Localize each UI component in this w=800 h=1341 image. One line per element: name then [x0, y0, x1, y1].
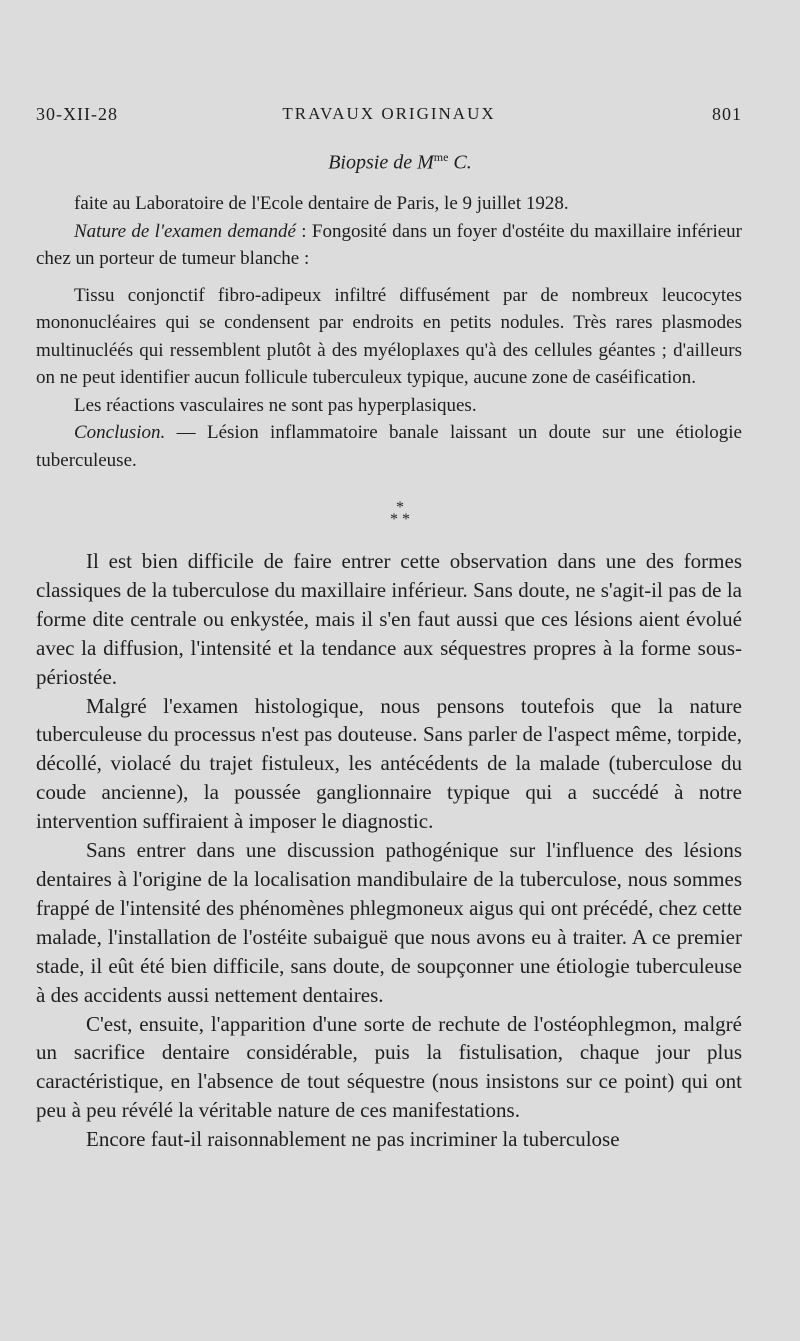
biopsy-reactions: Les réactions vasculaires ne sont pas hyperplasiques. — [74, 394, 477, 416]
nature-text: : Fongosité dans un foyer d'ostéite du maxillaire inférieur chez un porteur de tumeur blanche : — [36, 220, 742, 269]
page-number: 801 — [712, 104, 742, 124]
biopsy-tissue: Tissu conjonctif fibro-adipeux infiltré diffusément par de nombreux leucocytes mononucléaires qui se condensent par endroits en petits nodules. Très rares plasmodes multinucléés qui ressemblent plutôt à des myéloplaxes qu'à des cellules géantes ; d'ailleurs on ne peut identifier aucun follicule tuberculeux typique, aucune zone de caséification. — [36, 284, 742, 388]
biopsy-title-sup: me — [433, 150, 449, 164]
separator-top: * — [396, 499, 404, 516]
paragraph-4: C'est, ensuite, l'apparition d'une sorte de rechute de l'ostéophlegmon, malgré un sacrifice dentaire considérable, puis la fistulisation, chaque jour plus caractéristique, en l'absence de tout séquestre (nous insistons sur ce point) qui ont peu à peu révélé la véritable nature de ces manifestations. — [36, 1011, 742, 1123]
separator-bottom: * * — [390, 511, 410, 528]
article-body — [36, 547, 742, 1154]
biopsy-lab-line: faite au Laboratoire de l'Ecole dentaire de Paris, le 9 juillet 1928. — [74, 193, 569, 214]
running-title: TRAVAUX ORIGINAUX — [282, 104, 496, 123]
paragraph-5: Encore faut-il raisonnablement ne pas incriminer la tuberculose — [86, 1127, 620, 1152]
conclusion-text: — Lésion inflammatoire banale laissant un doute sur une étiologie tuberculeuse. — [36, 422, 742, 471]
paragraph-2: Malgré l'examen histologique, nous pensons toutefois que la nature tuberculeuse du processus n'est pas douteuse. Sans parler de l'aspect même, torpide, décollé, violacé du trajet fistuleux, les antécédents de la malade (tuberculose du coude ancienne), la poussée ganglionnaire typique qui a succédé à notre intervention suffiraient à imposer le diagnostic. — [36, 693, 742, 834]
biopsy-report — [36, 190, 742, 474]
conclusion-label: Conclusion. — [74, 422, 166, 443]
biopsy-conclusion — [36, 419, 742, 474]
biopsy-title — [0, 150, 800, 175]
paragraph-3: Sans entrer dans une discussion pathogénique sur l'influence des lésions dentaires à l'origine de la localisation mandibulaire de la tuberculose, nous sommes frappé de l'intensité des phénomènes phlegmoneux aigus qui ont précédé, chez cette malade, l'installation de l'ostéite subaiguë que nous avons eu à traiter. A ce premier stade, il eût été bien difficile, sans doute, de soupçonner une étiologie tuberculeuse à des accidents aussi nettement dentaires. — [36, 838, 742, 1007]
nature-label: Nature de l'examen demandé — [74, 220, 296, 242]
page-header — [36, 104, 742, 134]
section-separator — [0, 499, 800, 528]
paragraph-1: Il est bien difficile de faire entrer cette observation dans une des formes classiques de la tuberculose du maxillaire inférieur. Sans doute, ne s'agit-il pas de la forme dite centrale ou enkystée, mais il s'en faut aussi que ces lésions aient évolué avec la diffusion, l'intensité et la tendance aux séquestres propres à la forme sous-périostée. — [36, 549, 742, 689]
header-date: 30-XII-28 — [36, 104, 118, 124]
biopsy-title-prefix: Biopsie de M — [328, 151, 434, 174]
biopsy-title-suffix: C. — [448, 151, 472, 174]
biopsy-nature — [36, 218, 742, 273]
